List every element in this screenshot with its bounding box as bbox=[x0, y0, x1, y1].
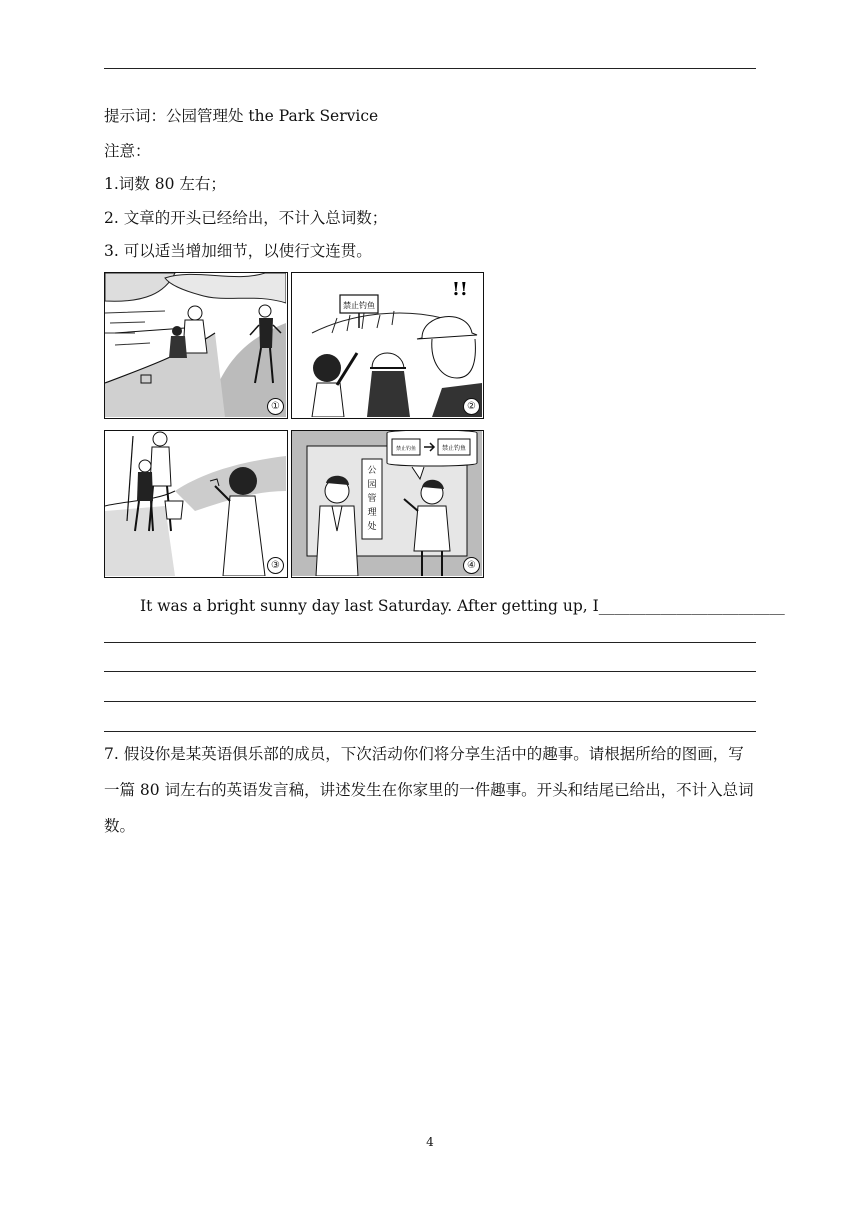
essay-start-sentence: It was a bright sunny day last Saturday. After getting up, I________________________ bbox=[140, 597, 785, 615]
park-service-sign: 公园管理处 bbox=[367, 466, 377, 532]
comic-panel-3 bbox=[104, 430, 288, 578]
sign-pointing-scene-illustration bbox=[292, 273, 482, 417]
comic-panel-4 bbox=[291, 430, 484, 578]
rule-beginning-given: 2. 文章的开头已经给出，不计入总词数； bbox=[104, 209, 388, 227]
comic-panel-1 bbox=[104, 272, 288, 419]
rule-add-details: 3. 可以适当增加细节，以使行文连贯。 bbox=[104, 242, 372, 260]
writing-line-1[interactable] bbox=[104, 642, 756, 643]
page-number: 4 bbox=[426, 1135, 434, 1149]
writing-line-3[interactable] bbox=[104, 701, 756, 702]
panel-number-1: ① bbox=[267, 398, 284, 415]
header-rule bbox=[104, 68, 756, 69]
note-title: 注意： bbox=[104, 142, 151, 160]
rule-word-count: 1.词数 80 左右； bbox=[104, 175, 226, 193]
question-7-prompt: 7. 假设你是某英语俱乐部的成员，下次活动你们将分享生活中的趣事。请根据所给的图画，写一篇 80 词左右的英语发言稿，讲述发生在你家里的一件趣事。开头和结尾已给出，不计入总词数。 bbox=[104, 745, 754, 835]
panel-number-3: ③ bbox=[267, 557, 284, 574]
writing-line-2[interactable] bbox=[104, 671, 756, 672]
exclamation-marks: !! bbox=[452, 279, 468, 300]
leaving-scene-illustration bbox=[105, 431, 286, 576]
fishing-scene-illustration bbox=[105, 273, 286, 417]
writing-line-4[interactable] bbox=[104, 731, 756, 732]
comic-panel-2 bbox=[291, 272, 484, 419]
bubble-sign-after: 禁止钓鱼 bbox=[441, 445, 467, 452]
panel-2-sign: 禁止钓鱼 bbox=[343, 301, 375, 310]
park-service-scene-illustration bbox=[292, 431, 482, 576]
bubble-sign-before: 禁止钓鱼 bbox=[395, 446, 417, 452]
comic-strip bbox=[104, 272, 484, 578]
panel-number-4: ④ bbox=[463, 557, 480, 574]
keyword-hint: 提示词：公园管理处 the Park Service bbox=[104, 107, 379, 125]
panel-number-2: ② bbox=[463, 398, 480, 415]
